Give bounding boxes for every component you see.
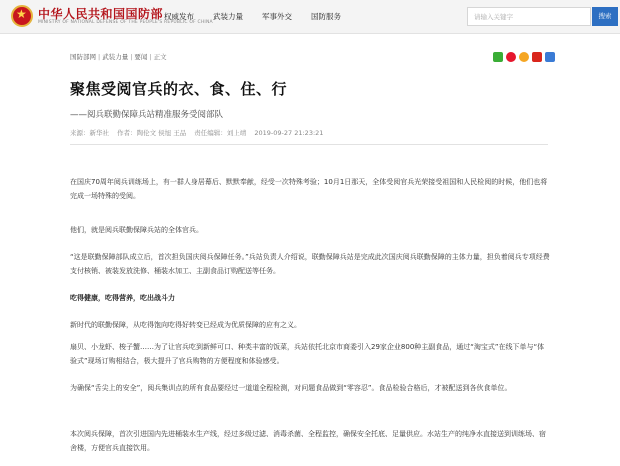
main-nav <box>164 10 360 24</box>
breadcrumb <box>70 52 167 61</box>
national-emblem-icon[interactable] <box>11 5 33 27</box>
add-icon[interactable] <box>545 52 555 62</box>
article-source: 来源：新华社 <box>70 129 109 137</box>
qq-icon[interactable] <box>519 52 529 62</box>
pdf-icon[interactable] <box>532 52 542 62</box>
divider <box>70 144 548 145</box>
article-author: 作者：陶伦文 侯旭 王品 <box>117 129 187 137</box>
site-subtitle: MINISTRY OF NATIONAL DEFENSE OF THE PEOPLE'S REPUBLIC OF CHINA <box>38 20 213 25</box>
article-datetime: 2019-09-27 21:23:21 <box>254 129 324 137</box>
breadcrumb-home[interactable]: 国防部网 <box>70 53 96 61</box>
breadcrumb-armed-forces[interactable]: 武装力量 <box>102 53 129 61</box>
article-paragraph: 在国庆70周年阅兵训练场上，有一群人身居幕后、默默奉献，经受一次特殊考验；10月1日那天，全体受阅官兵光荣接受祖国和人民检阅的时候，他们也将完成一场特殊的受阅。 <box>70 178 548 200</box>
top-header-bar <box>0 0 620 34</box>
article-editor: 责任编辑：刘上靖 <box>194 129 247 137</box>
nav-item-defense-services[interactable]: 国防服务 <box>311 12 341 21</box>
article-subtitle: ——阅兵联勤保障兵站精准服务受阅部队 <box>70 110 224 120</box>
nav-item-armed-forces[interactable]: 武装力量 <box>213 12 243 21</box>
nav-item-authoritative-release[interactable]: 权威发布 <box>164 12 194 21</box>
breadcrumb-separator: | <box>149 53 152 61</box>
article-paragraph: 他们，就是阅兵联勤保障兵站的全体官兵。 <box>70 226 203 234</box>
breadcrumb-current: 正文 <box>153 53 167 61</box>
site-title[interactable]: 中华人民共和国国防部 <box>38 7 164 21</box>
article-paragraph: “这是联勤保障部队成立后，首次担负国庆阅兵保障任务。”兵站负责人介绍说，联勤保障兵站是完成此次国庆阅兵联勤保障的主体力量，担负着阅兵专项经费支付核销、被装发放洗修、桶装水加工、主副食品订购配送等任务。 <box>70 253 550 275</box>
article-paragraph: 新时代的联勤保障，从吃得饱向吃得好转变已经成为优质保障的应有之义。 <box>70 321 301 329</box>
article-paragraph: 为确保“舌尖上的安全”，阅兵集训点的所有食品要经过一道道全程检测，对问题食品做到“零容忍”。食品检验合格后，才被配送到各伙食单位。 <box>70 384 512 392</box>
weibo-icon[interactable] <box>506 52 516 62</box>
article-paragraph: 本次阅兵保障，首次引进国内先进桶装水生产线，经过多级过滤、消毒杀菌、全程监控，确保安全托底、足量供应。水站生产的纯净水直接送到训练场、宿舍楼，方便官兵直接饮用。 <box>70 430 546 452</box>
breadcrumb-separator: | <box>130 53 133 61</box>
breadcrumb-news[interactable]: 要闻 <box>134 53 148 61</box>
article-section-heading: 吃得健康，吃得营养，吃出战斗力 <box>70 294 175 302</box>
search-button[interactable]: 搜索 <box>592 7 618 26</box>
article-title: 聚焦受阅官兵的衣、食、住、行 <box>70 80 288 98</box>
article-paragraph: 扇贝、小龙虾、梭子蟹……为了让官兵吃到新鲜可口、种类丰富的饭菜，兵站依托北京市商委引入29家企业800种主副食品，通过“淘宝式”在线下单与“体验式”现场订购相结合，极大提升了官兵购物的方便程度和体验感受。 <box>70 343 545 365</box>
wechat-icon[interactable] <box>493 52 503 62</box>
breadcrumb-separator: | <box>98 53 101 61</box>
search-input[interactable] <box>467 7 591 26</box>
nav-item-military-diplomacy[interactable]: 军事外交 <box>262 12 292 21</box>
share-toolbar <box>493 52 558 62</box>
article-meta <box>70 128 329 137</box>
